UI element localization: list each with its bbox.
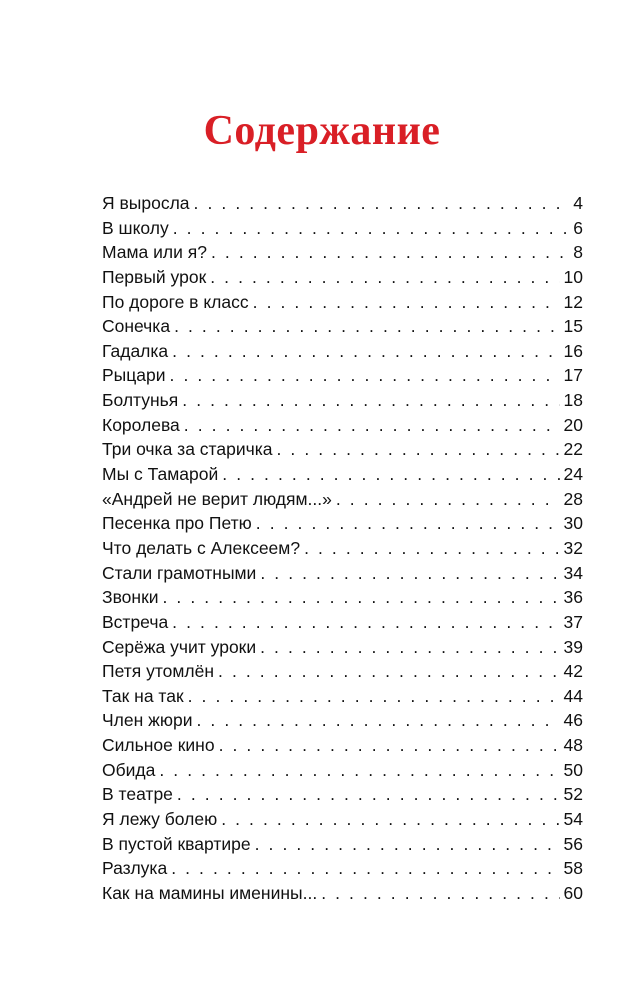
dot-leader [184,413,560,438]
toc-entry-title: Серёжа учит уроки [102,636,257,657]
toc-entry-page-number: 6 [573,217,583,238]
toc-entry [102,314,583,339]
toc-entry [102,585,583,610]
toc-entry [102,659,583,684]
toc-entry-title: Обида [102,759,156,780]
toc-entry-page-number: 50 [563,759,583,780]
dot-leader [172,610,559,635]
toc-entry-page-number: 16 [563,340,583,361]
dot-leader [159,758,559,783]
dot-leader [260,561,559,586]
toc-entry [102,856,583,881]
toc-entry-title: Гадалка [102,340,169,361]
toc-entry [102,191,583,216]
toc-entry [102,413,583,438]
dot-leader [321,881,559,906]
toc-entry [102,782,583,807]
dot-leader [194,191,570,216]
toc-entry-title: Что делать с Алексеем? [102,537,301,558]
dot-leader [188,684,560,709]
toc-entry-title: Первый урок [102,266,207,287]
toc-entry-page-number: 4 [573,193,583,213]
toc-entry [102,536,583,561]
dot-leader [196,708,559,733]
toc-entry [102,832,583,857]
dot-leader [219,733,560,758]
toc-entry-title: Мама или я? [102,242,207,263]
toc-entry [102,240,583,265]
toc-entry-title: Мы с Тамарой [102,464,219,485]
dot-leader [177,782,560,807]
toc-entry-page-number: 32 [563,537,583,558]
toc-entry-page-number: 54 [563,809,583,830]
toc-entry-title: Так на так [102,685,184,706]
page-title: Содержание [203,108,441,154]
toc-entry-title: По дороге в класс [102,291,249,312]
toc-entry-title: Болтунья [102,390,179,411]
toc-entry-page-number: 36 [563,587,583,608]
toc-entry-title: Сонечка [102,316,171,337]
toc-entry-page-number: 8 [573,242,583,263]
toc-entry [102,388,583,413]
toc-entry-title: Член жюри [102,710,193,731]
dot-leader [222,462,559,487]
dot-leader [221,807,559,832]
toc-entry [102,733,583,758]
toc-entry-title: Я лежу болею [102,809,218,830]
toc-entry-page-number: 18 [563,390,583,411]
toc-entry-title: В театре [102,784,173,805]
toc-entry [102,807,583,832]
toc-entry-page-number: 34 [563,562,583,583]
toc-entry-page-number: 48 [563,735,583,756]
toc-entry-page-number: 12 [563,291,583,312]
dot-leader [218,659,560,684]
toc-entry [102,339,583,364]
toc-entry-title: Разлука [102,858,168,879]
toc-entry-page-number: 46 [563,710,583,731]
toc-entry [102,684,583,709]
toc-entry [102,708,583,733]
dot-leader [336,487,560,512]
toc-entry-page-number: 15 [563,316,583,337]
dot-leader [171,856,559,881]
toc-entry-page-number: 17 [563,365,583,386]
toc-entry-title: Королева [102,414,180,435]
toc-entry [102,511,583,536]
dot-leader [260,635,559,660]
toc-entry-title: В школу [102,217,169,238]
toc-entry-page-number: 30 [563,513,583,534]
toc-entry [102,462,583,487]
toc-entry-page-number: 24 [563,464,583,485]
toc-entry [102,635,583,660]
dot-leader [253,290,560,315]
toc-entry-title: Как на мамины именины... [102,882,318,903]
toc-entry-page-number: 10 [563,266,583,287]
toc-entry [102,265,583,290]
toc-entry-page-number: 37 [563,611,583,632]
toc-entry-title: Я выросла [102,193,190,213]
toc-entry-page-number: 56 [563,833,583,854]
toc-entry-page-number: 44 [563,685,583,706]
dot-leader [256,511,560,536]
toc-entry-page-number: 28 [563,488,583,509]
toc-entry-title: «Андрей не верит людям...» [102,488,332,509]
toc-entry [102,487,583,512]
toc-entry-page-number: 20 [563,414,583,435]
dot-leader [163,585,560,610]
dot-leader [255,832,560,857]
toc-entry-title: Звонки [102,587,159,608]
toc-entry [102,561,583,586]
toc-entry [102,437,583,462]
toc-entry-page-number: 39 [563,636,583,657]
toc-entry [102,363,583,388]
toc-entry-title: Песенка про Петю [102,513,252,534]
toc-entry-page-number: 58 [563,858,583,879]
dot-leader [172,339,559,364]
dot-leader [170,363,560,388]
toc-entry-title: Встреча [102,611,169,632]
toc-entry [102,290,583,315]
toc-entry-title: Петя утомлён [102,661,215,682]
dot-leader [173,216,570,241]
toc-entry-title: В пустой квартире [102,833,251,854]
toc-entry [102,216,583,241]
dot-leader [277,437,560,462]
toc-entry-page-number: 42 [563,661,583,682]
dot-leader [211,240,569,265]
dot-leader [174,314,559,339]
toc-entry [102,758,583,783]
dot-leader [210,265,559,290]
toc-entry-title: Сильное кино [102,735,215,756]
dot-leader [182,388,559,413]
toc-entry-page-number: 22 [563,439,583,460]
table-of-contents [102,191,583,906]
toc-entry [102,610,583,635]
dot-leader [304,536,559,561]
toc-entry-page-number: 52 [563,784,583,805]
toc-entry-title: Рыцари [102,365,166,386]
toc-entry-page-number: 60 [563,882,583,903]
toc-entry-title: Стали грамотными [102,562,257,583]
toc-entry-title: Три очка за старичка [102,439,273,460]
toc-entry [102,881,583,906]
